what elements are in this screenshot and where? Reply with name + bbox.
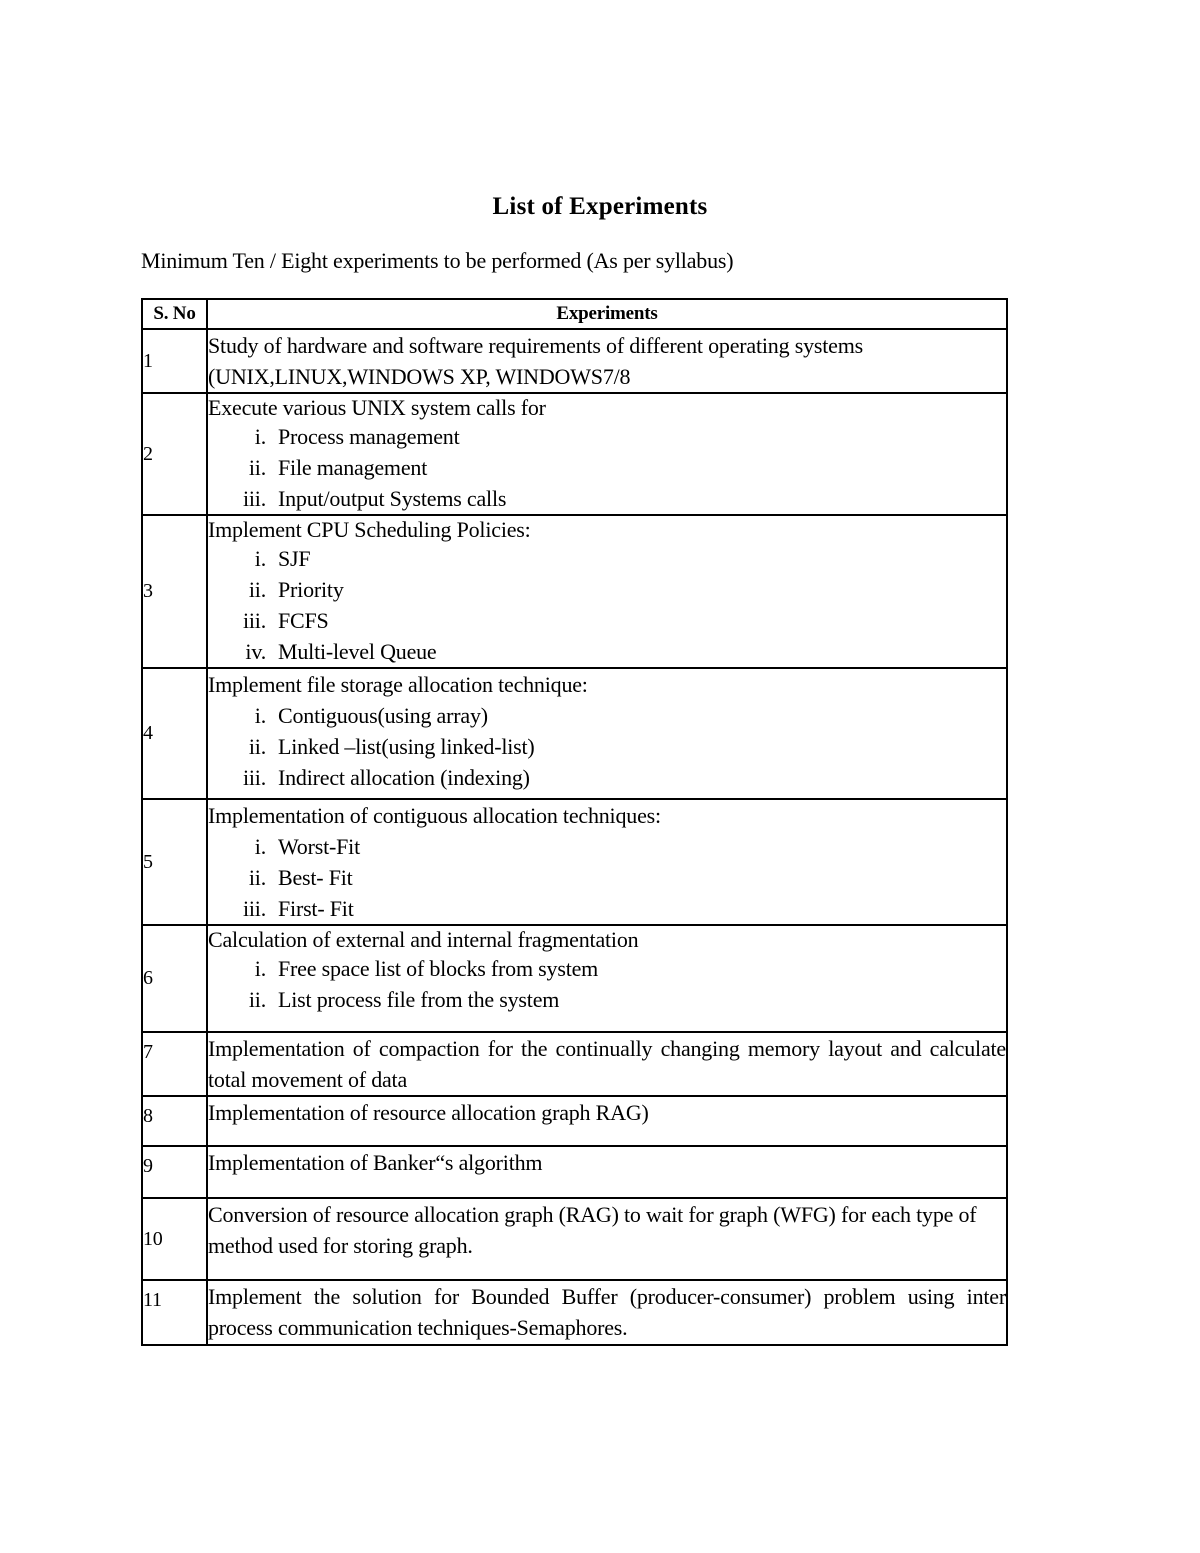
sub-item [208, 574, 1006, 605]
header-sno: S. No [142, 299, 207, 329]
row-number: 8 [142, 1096, 207, 1146]
table-row [142, 668, 1007, 799]
table-row [142, 1032, 1007, 1096]
page-title: List of Experiments [492, 193, 708, 220]
item-text: Contiguous(using array) [278, 703, 488, 728]
sub-item [208, 636, 1006, 667]
item-numeral: i. [254, 424, 266, 449]
item-numeral: i. [254, 546, 266, 571]
item-text: FCFS [278, 608, 329, 633]
row-number: 4 [142, 668, 207, 799]
sub-item [208, 862, 1006, 893]
item-text: Process management [278, 424, 460, 449]
item-numeral: i. [254, 703, 266, 728]
experiment-description: Conversion of resource allocation graph (RAG) to wait for graph (WFG) for each type of method used for storing graph. [207, 1198, 1007, 1280]
sub-item [208, 731, 1006, 762]
row-number: 9 [142, 1146, 207, 1198]
row-number: 6 [142, 925, 207, 1032]
item-text: Free space list of blocks from system [278, 956, 599, 981]
table-row [142, 1280, 1007, 1345]
table-row [142, 1198, 1007, 1280]
experiment-description: Implement the solution for Bounded Buffer (producer-consumer) problem using inter process communication techniques-Semaphores. [207, 1280, 1007, 1345]
item-numeral: iii. [242, 896, 266, 921]
table-header-row [142, 299, 1007, 329]
row-number: 10 [142, 1198, 207, 1280]
experiment-cell [207, 799, 1007, 925]
experiment-description: Implement CPU Scheduling Policies: [208, 517, 531, 542]
experiment-description: Implementation of compaction for the continually changing memory layout and calculate total movement of data [207, 1032, 1007, 1096]
row-number: 11 [142, 1280, 207, 1345]
experiments-table [141, 298, 1008, 1346]
item-text: Worst-Fit [278, 834, 360, 859]
item-text: Priority [278, 577, 344, 602]
item-numeral: ii. [248, 987, 266, 1012]
item-text: SJF [278, 546, 311, 571]
experiment-description: Calculation of external and internal fragmentation [208, 927, 639, 952]
row-number: 2 [142, 393, 207, 515]
experiment-cell [207, 515, 1007, 668]
item-numeral: i. [254, 834, 266, 859]
subtitle: Minimum Ten / Eight experiments to be performed (As per syllabus) [141, 248, 734, 273]
table-row [142, 925, 1007, 1032]
experiment-cell [207, 668, 1007, 799]
item-text: Best- Fit [278, 865, 353, 890]
sub-item [208, 831, 1006, 862]
sub-item [208, 421, 1006, 452]
experiment-cell [207, 925, 1007, 1032]
sub-item [208, 953, 1006, 984]
row-number: 1 [142, 329, 207, 393]
sub-item [208, 452, 1006, 483]
row-number: 3 [142, 515, 207, 668]
item-text: File management [278, 455, 428, 480]
table-row [142, 393, 1007, 515]
experiment-description: Implementation of Banker“s algorithm [207, 1146, 1007, 1198]
item-text: First- Fit [278, 896, 354, 921]
item-text: Multi-level Queue [278, 639, 437, 664]
experiment-cell [207, 393, 1007, 515]
experiment-description: Study of hardware and software requirements of different operating systems (UNIX,LINUX,WINDOWS XP, WINDOWS7/8 [207, 329, 1007, 393]
sub-item [208, 605, 1006, 636]
item-text: Linked –list(using linked-list) [278, 734, 535, 759]
table-row [142, 799, 1007, 925]
item-text: Indirect allocation (indexing) [278, 765, 530, 790]
item-numeral: iii. [242, 765, 266, 790]
row-number: 5 [142, 799, 207, 925]
sub-item [208, 984, 1006, 1015]
table-row [142, 1146, 1007, 1198]
sub-item [208, 762, 1006, 793]
item-numeral: ii. [248, 455, 266, 480]
item-numeral: ii. [248, 865, 266, 890]
experiment-description: Execute various UNIX system calls for [208, 395, 546, 420]
experiment-description: Implementation of resource allocation graph RAG) [207, 1096, 1007, 1146]
item-numeral: iii. [242, 486, 266, 511]
header-experiments: Experiments [207, 299, 1007, 329]
row-number: 7 [142, 1032, 207, 1096]
item-numeral: ii. [248, 577, 266, 602]
item-numeral: iii. [242, 608, 266, 633]
experiment-description: Implementation of contiguous allocation techniques: [208, 803, 661, 828]
experiment-description: Implement file storage allocation technique: [208, 672, 588, 697]
item-text: List process file from the system [278, 987, 560, 1012]
table-row [142, 515, 1007, 668]
item-numeral: i. [254, 956, 266, 981]
sub-item [208, 543, 1006, 574]
sub-item [208, 483, 1006, 514]
item-numeral: iv. [245, 639, 266, 664]
sub-item [208, 700, 1006, 731]
item-text: Input/output Systems calls [278, 486, 507, 511]
item-numeral: ii. [248, 734, 266, 759]
sub-item [208, 893, 1006, 924]
table-row [142, 329, 1007, 393]
table-row [142, 1096, 1007, 1146]
